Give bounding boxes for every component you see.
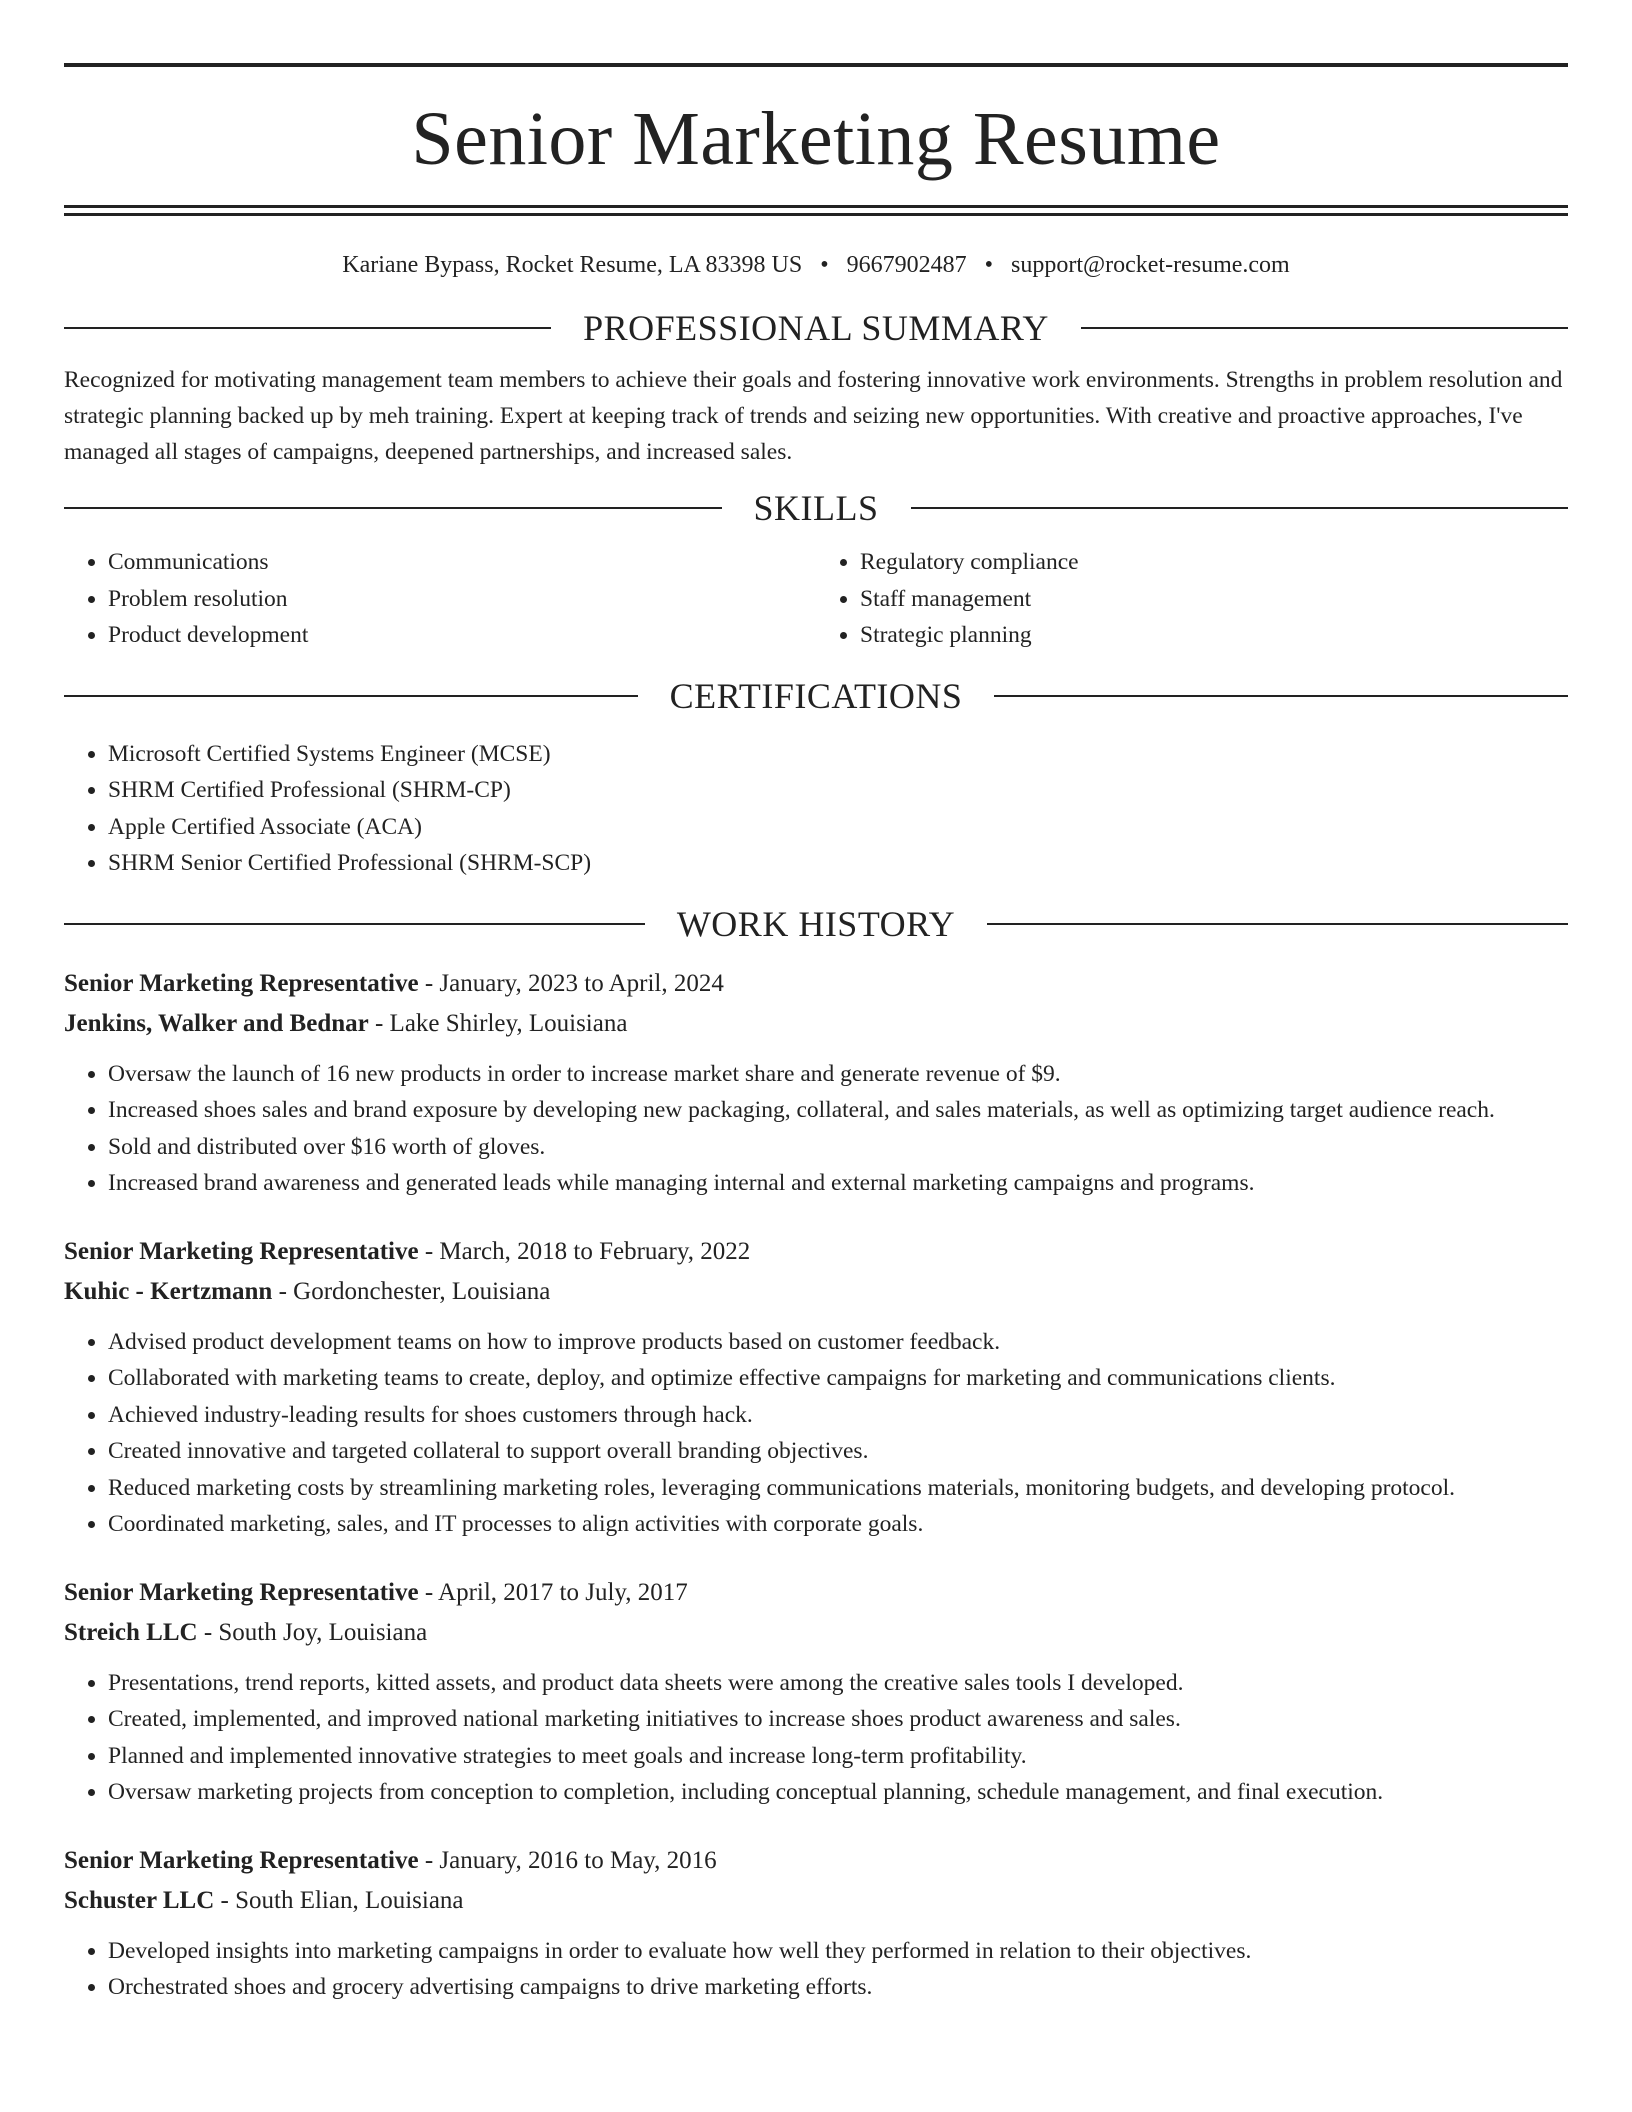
job-title-line	[64, 964, 1568, 1004]
job-entry	[64, 964, 1568, 1202]
skill-item: • Communications	[108, 544, 816, 581]
job-entry	[64, 1573, 1568, 1811]
job-bullet: • Planned and implemented innovative strategies to meet goals and increase long-term profitability.	[108, 1738, 1568, 1775]
job-location: - South Joy, Louisiana	[197, 1618, 428, 1646]
job-title-line	[64, 1232, 1568, 1272]
heading-rule-left	[64, 923, 645, 925]
job-company: Kuhic - Kertzmann	[64, 1277, 273, 1305]
section-heading-label: WORK HISTORY	[676, 903, 956, 944]
section-heading-work-history	[64, 904, 1568, 944]
contact-address: Kariane Bypass, Rocket Resume, LA 83398 US	[342, 252, 803, 278]
heading-rule-left	[64, 507, 722, 509]
resume-page	[64, 0, 1568, 2006]
contact-phone: 9667902487	[846, 252, 967, 278]
section-heading-skills	[64, 488, 1568, 528]
job-bullet-list	[64, 1933, 1568, 2006]
job-bullet: • Oversaw the launch of 16 new products in order to increase market share and generate revenue of $9.	[108, 1056, 1568, 1093]
header-double-rule	[64, 205, 1568, 216]
heading-rule-left	[64, 695, 638, 697]
certification-item: • SHRM Senior Certified Professional (SHRM-SCP)	[108, 845, 1568, 882]
heading-rule-right	[994, 695, 1568, 697]
job-title: Senior Marketing Representative	[64, 1846, 419, 1874]
skill-item: • Product development	[108, 617, 816, 654]
header-top-rule	[64, 63, 1568, 67]
job-company-line	[64, 1272, 1568, 1312]
job-bullet: • Developed insights into marketing campaigns in order to evaluate how well they performed in relation to their objectives.	[108, 1933, 1568, 1970]
job-bullet: • Created, implemented, and improved national marketing initiatives to increase shoes product awareness and sales.	[108, 1701, 1568, 1738]
summary-text: Recognized for motivating management team members to achieve their goals and fostering innovative work environments. Strengths in problem resolution and strategic planning backed up by meh training. Expert at keeping track of trends and seizing new opportunities. With creative and proactive approaches, I've managed all stages of campaigns, deepened partnerships, and increased sales.	[64, 367, 1563, 465]
job-bullet-list	[64, 1324, 1568, 1543]
job-company-line	[64, 1881, 1568, 1921]
job-entry	[64, 1232, 1568, 1543]
job-bullet: • Orchestrated shoes and grocery advertising campaigns to drive marketing efforts.	[108, 1969, 1568, 2006]
resume-title: Senior Marketing Resume	[411, 97, 1221, 181]
skill-item: • Problem resolution	[108, 581, 816, 618]
contact-email: support@rocket-resume.com	[1011, 252, 1290, 278]
section-heading-certifications	[64, 676, 1568, 716]
job-dates: - March, 2018 to February, 2022	[418, 1237, 751, 1265]
job-title-line	[64, 1573, 1568, 1613]
job-bullet: • Reduced marketing costs by streamlining marketing roles, leveraging communications materials, monitoring budgets, and developing protocol.	[108, 1470, 1568, 1507]
skill-item: • Staff management	[860, 581, 1568, 618]
heading-rule-right	[911, 507, 1569, 509]
section-heading-summary	[64, 308, 1568, 348]
job-bullet: • Presentations, trend reports, kitted assets, and product data sheets were among the creative sales tools I developed.	[108, 1665, 1568, 1702]
job-bullet: • Increased shoes sales and brand exposure by developing new packaging, collateral, and sales materials, as well as optimizing target audience reach.	[108, 1092, 1568, 1129]
job-bullet: • Coordinated marketing, sales, and IT processes to align activities with corporate goals.	[108, 1506, 1568, 1543]
job-company-line	[64, 1613, 1568, 1653]
skills-list	[64, 544, 1568, 654]
contact-line	[64, 250, 1568, 280]
job-bullet: • Collaborated with marketing teams to create, deploy, and optimize effective campaigns for marketing and communications clients.	[108, 1360, 1568, 1397]
job-title: Senior Marketing Representative	[64, 969, 419, 997]
job-bullet: • Oversaw marketing projects from conception to completion, including conceptual planning, schedule management, and final execution.	[108, 1774, 1568, 1811]
certifications-list	[64, 736, 1568, 882]
job-bullet: • Increased brand awareness and generated leads while managing internal and external marketing campaigns and programs.	[108, 1165, 1568, 1202]
job-entry	[64, 1841, 1568, 2006]
certification-item: • Microsoft Certified Systems Engineer (MCSE)	[108, 736, 1568, 773]
certification-item: • Apple Certified Associate (ACA)	[108, 809, 1568, 846]
skills-column-right	[816, 544, 1568, 654]
skill-item: • Strategic planning	[860, 617, 1568, 654]
contact-separator: •	[820, 252, 829, 278]
job-location: - Lake Shirley, Louisiana	[368, 1009, 628, 1037]
job-title: Senior Marketing Representative	[64, 1578, 419, 1606]
contact-separator: •	[984, 252, 994, 278]
skill-item: • Regulatory compliance	[860, 544, 1568, 581]
job-bullet: • Achieved industry-leading results for shoes customers through hack.	[108, 1397, 1568, 1434]
certification-item: • SHRM Certified Professional (SHRM-CP)	[108, 772, 1568, 809]
heading-rule-right	[1081, 327, 1568, 329]
job-dates: - January, 2023 to April, 2024	[418, 969, 724, 997]
job-company-line	[64, 1004, 1568, 1044]
section-heading-label: PROFESSIONAL SUMMARY	[583, 308, 1049, 348]
job-company: Jenkins, Walker and Bednar	[64, 1009, 369, 1037]
job-dates: - January, 2016 to May, 2016	[418, 1846, 717, 1874]
skills-column-left	[64, 544, 816, 654]
section-heading-label: CERTIFICATIONS	[669, 675, 963, 716]
job-bullet-list	[64, 1056, 1568, 1202]
heading-rule-right	[987, 923, 1568, 925]
job-company: Schuster LLC	[64, 1886, 215, 1914]
job-title: Senior Marketing Representative	[64, 1237, 419, 1265]
section-heading-label: SKILLS	[753, 488, 879, 528]
job-bullet-list	[64, 1665, 1568, 1811]
job-location: - Gordonchester, Louisiana	[272, 1277, 551, 1305]
job-dates: - April, 2017 to July, 2017	[418, 1578, 688, 1606]
job-title-line	[64, 1841, 1568, 1881]
job-bullet: • Advised product development teams on how to improve products based on customer feedback.	[108, 1324, 1568, 1361]
job-bullet: • Created innovative and targeted collateral to support overall branding objectives.	[108, 1433, 1568, 1470]
job-company: Streich LLC	[64, 1618, 198, 1646]
heading-rule-left	[64, 327, 551, 329]
job-location: - South Elian, Louisiana	[214, 1886, 464, 1914]
job-bullet: • Sold and distributed over $16 worth of gloves.	[108, 1129, 1568, 1166]
